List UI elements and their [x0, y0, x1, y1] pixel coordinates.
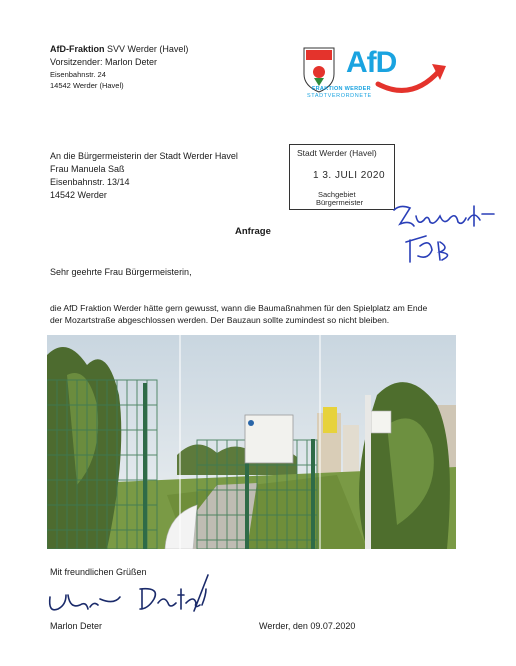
stamp-office: Stadt Werder (Havel): [297, 148, 377, 158]
salutation: Sehr geehrte Frau Bürgermeisterin,: [50, 267, 192, 277]
recipient-line: An die Bürgermeisterin der Stadt Werder Havel: [50, 151, 238, 161]
stamp-date: 1 3. JULI 2020: [313, 170, 386, 181]
playground-photo: [47, 335, 456, 549]
closing: Mit freundlichen Grüßen: [50, 567, 147, 577]
logo-text: AfD: [346, 46, 397, 79]
sender-city: 14542 Werder (Havel): [50, 81, 124, 90]
sender-name: AfD-Fraktion SVV Werder (Havel): [50, 44, 189, 54]
place-date: Werder, den 09.07.2020: [259, 621, 356, 631]
body-line: die AfD Fraktion Werder hätte gern gewusst, wann die Baumaßnahmen für den Spielplatz am Ende: [50, 303, 428, 313]
stamp-dept-2: Bürgermeister: [316, 198, 364, 207]
sender-chair: Vorsitzender: Marlon Deter: [50, 57, 158, 67]
handwritten-note: [370, 196, 500, 268]
recipient-line: Eisenbahnstr. 13/14: [50, 177, 130, 187]
stamp-dept: Sachgebiet: [318, 190, 356, 199]
signer-name: Marlon Deter: [50, 621, 103, 631]
body-line: der Mozartstraße abgeschlossen werden. Der Bauzaun sollte zumindest so nicht bleiben.: [50, 315, 390, 325]
subject: Anfrage: [235, 226, 271, 237]
recipient-line: Frau Manuela Saß: [50, 164, 125, 174]
logo-subtitle: FRAKTION WERDER: [312, 86, 371, 92]
recipient-line: 14542 Werder: [50, 190, 107, 200]
sender-street: Eisenbahnstr. 24: [50, 70, 106, 79]
signature: [44, 565, 214, 617]
logo-subtitle-2: STADTVERORDNETE: [307, 93, 372, 99]
